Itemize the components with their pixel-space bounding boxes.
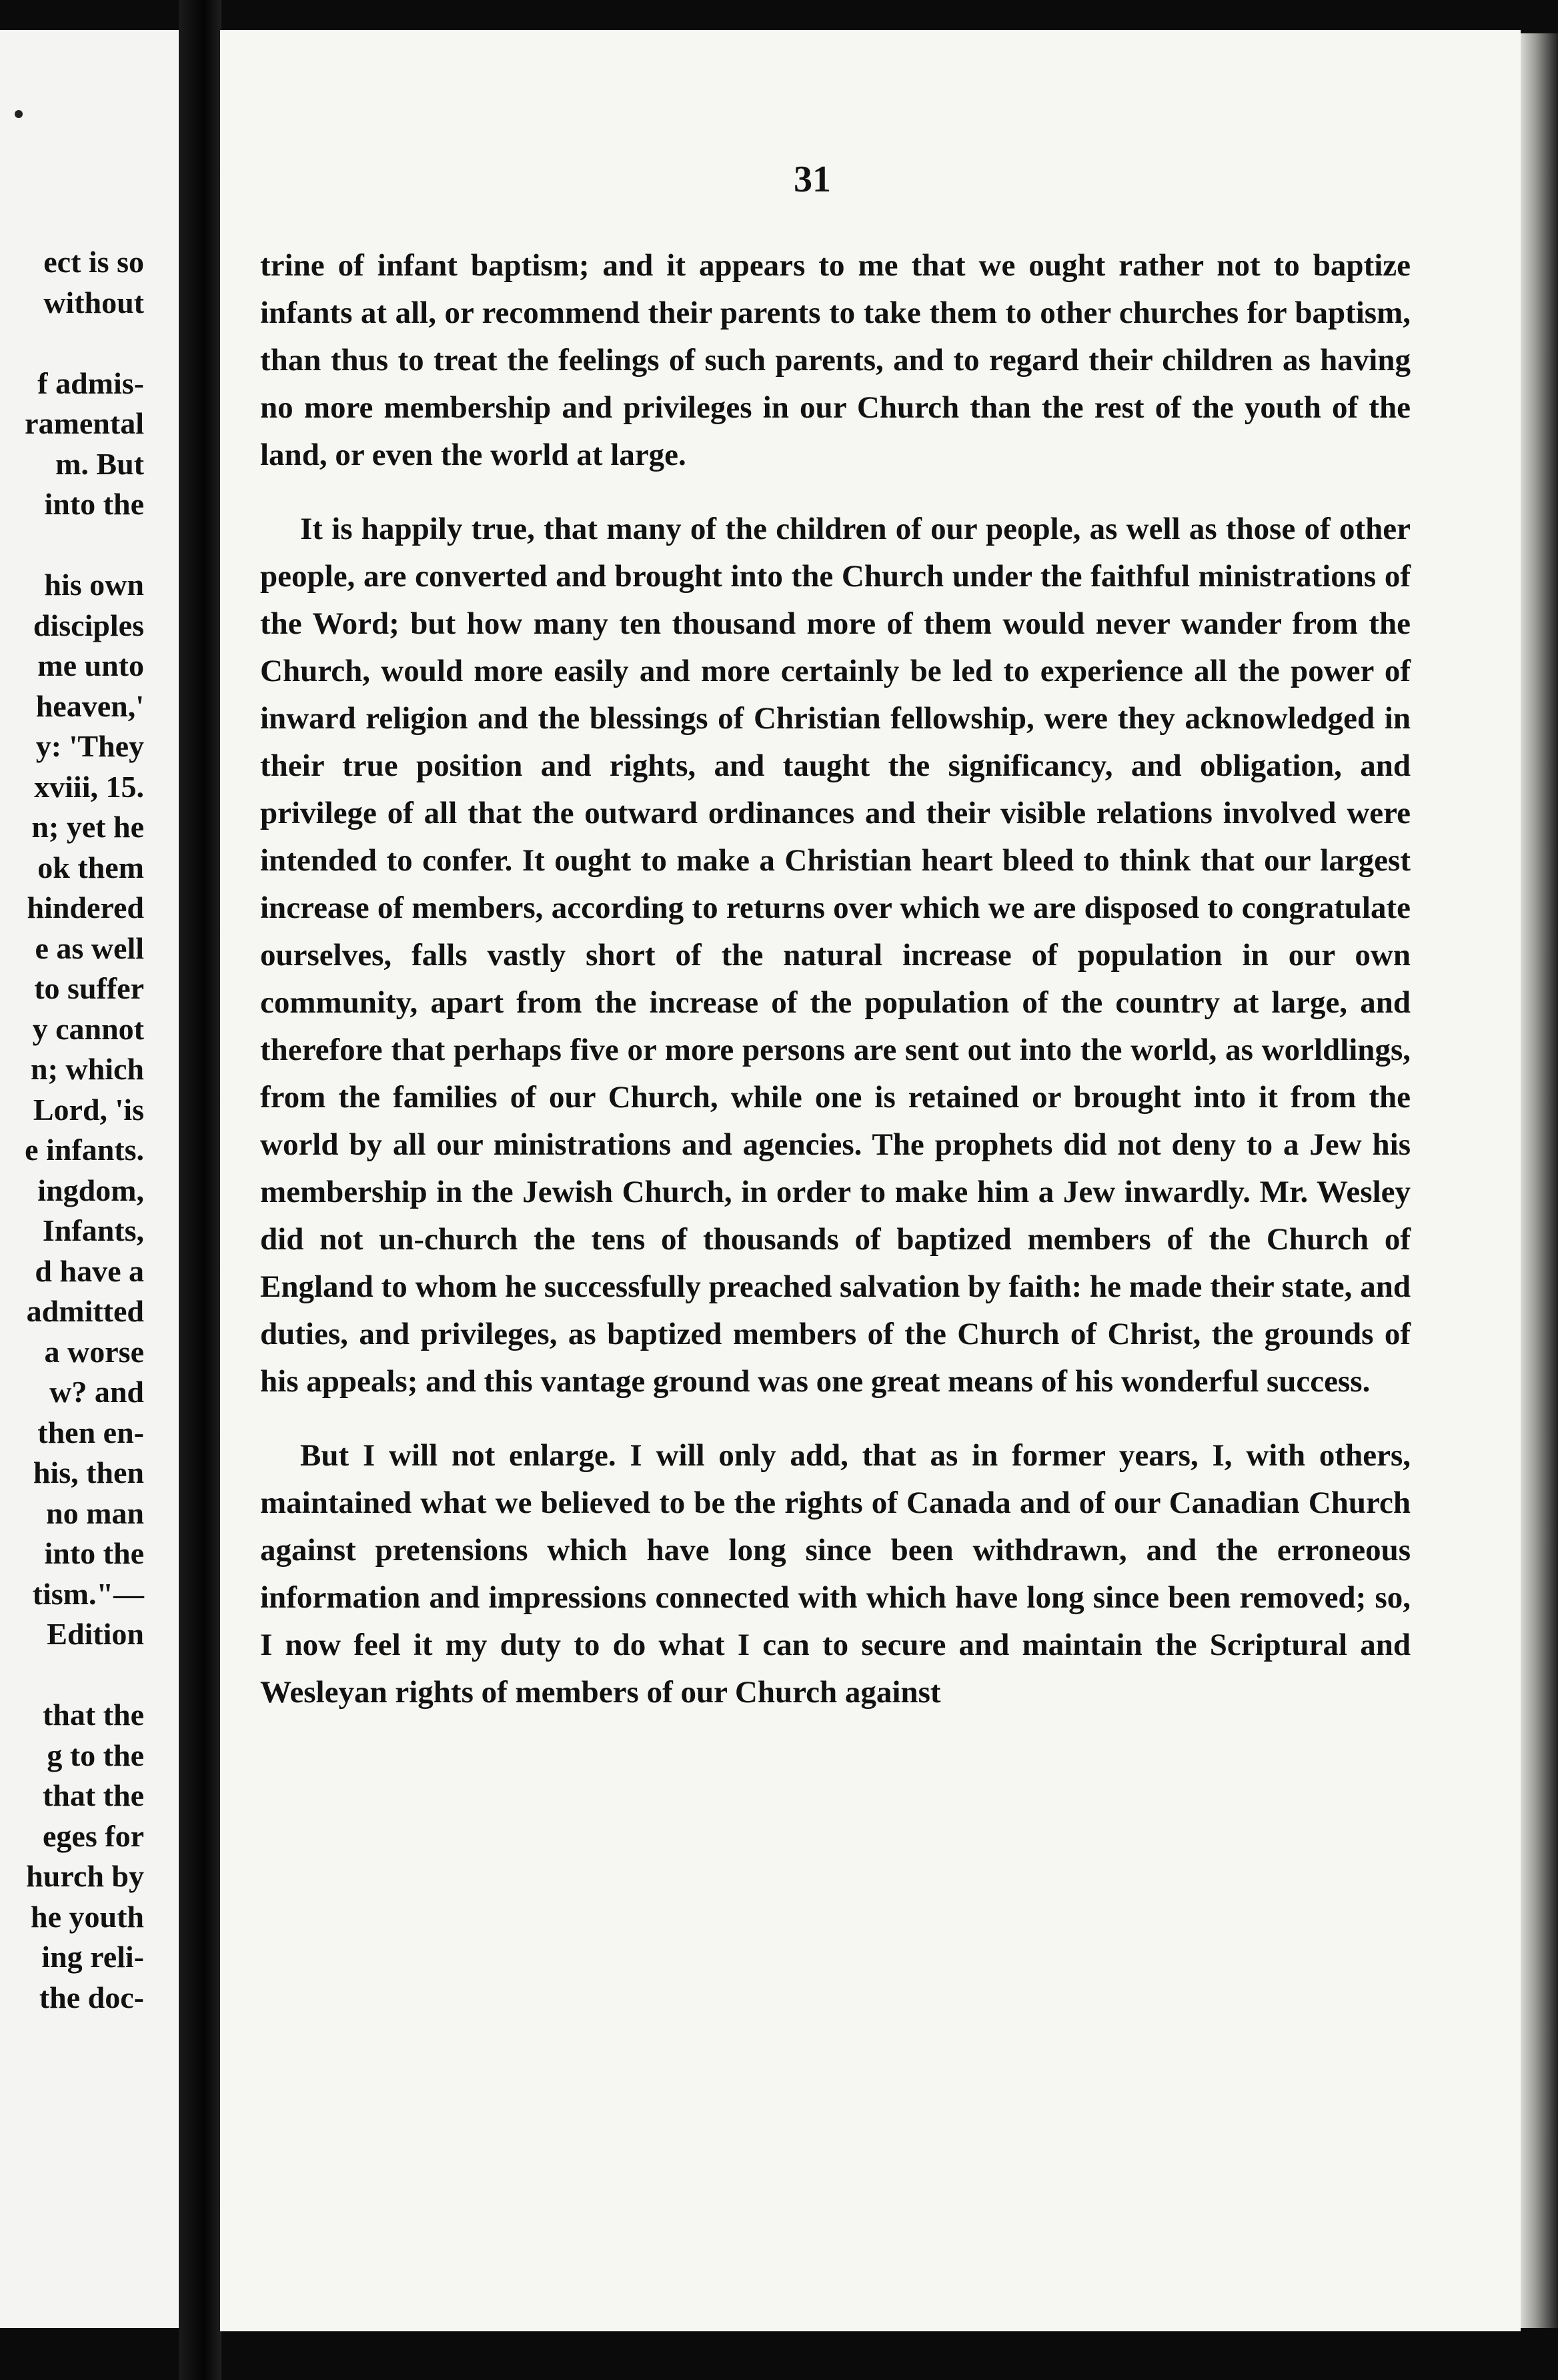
fragment-line: y cannot bbox=[32, 1011, 144, 1046]
fragment-line: xviii, 15. bbox=[34, 769, 144, 804]
fragment-line: without bbox=[43, 285, 144, 320]
fragment-line: g to the bbox=[47, 1738, 144, 1772]
fragment-line: Infants, bbox=[42, 1213, 144, 1247]
fragment-line: disciples bbox=[33, 608, 144, 642]
fragment-line: m. But bbox=[55, 446, 144, 481]
fragment-line: heaven,' bbox=[35, 688, 144, 723]
fragment-line: ing reli- bbox=[41, 1940, 144, 1974]
fragment-line: e infants. bbox=[25, 1133, 144, 1167]
fragment-line: w? and bbox=[49, 1375, 144, 1409]
fragment-line: no man bbox=[46, 1496, 144, 1530]
fragment-line: ingdom, bbox=[37, 1173, 144, 1207]
fragment-line: me unto bbox=[37, 648, 144, 682]
fragment-line bbox=[25, 525, 144, 566]
paragraph: But I will not enlarge. I will only add, that as in former years, I, with others, maintained what we believed to be the rights of Canada and of our Canadian Church against pretensions which have long since been withdrawn, and the erroneous information and impressions connected with which have long since been removed; so, I now feel it my duty to do what I can to secure and maintain the Scriptural and Wesleyan rights of members of our Church against bbox=[260, 1438, 1411, 1710]
fragment-line: admitted bbox=[26, 1294, 144, 1328]
fragment-line: his own bbox=[44, 568, 144, 602]
fragment-line: into the bbox=[44, 487, 144, 521]
fragment-line bbox=[25, 323, 144, 364]
fragment-line: e as well bbox=[35, 931, 144, 965]
fragment-line: he youth bbox=[31, 1899, 144, 1934]
previous-page-text-column bbox=[25, 242, 144, 2018]
paragraph: It is happily true, that many of the children of our people, as well as those of other people, are converted and brought into the Church under the faithful ministrations of the Word; but how many ten thousand more of them would never wander from the Church, would more easily and more certainly be led to experience all the power of inward religion and the blessings of Christian fellowship, were they acknowledged in their true position and rights, and taught the significancy, and obligation, and privilege of all that the outward ordinances and their visible relations involved were intended to confer. It ought to make a Christian heart bleed to think that our largest increase of members, according to returns over which we are disposed to congratulate ourselves, falls vastly short of the natural increase of population in our own community, apart from the increase of the population of the country at large, and therefore that perhaps five or more persons are sent out into the world, as worldlings, from the families of our Church, while one is retained or brought into it from the world by all our ministrations and agencies. The prophets did not deny to a Jew his membership in the Jewish Church, in order to make him a Jew inwardly. Mr. Wesley did not un-church the tens of thousands of baptized members of the Church of England to whom he successfully preached salvation by faith: he made their state, and duties, and privileges, as baptized members of the Church of Christ, the grounds of his appeals; and this vantage ground was one great means of his wonderful success. bbox=[260, 512, 1411, 1399]
fragment-line: his, then bbox=[33, 1455, 144, 1490]
fragment-line: hurch by bbox=[26, 1859, 144, 1893]
fragment-line: ok them bbox=[37, 850, 144, 884]
fragment-line: then en- bbox=[37, 1415, 144, 1449]
body-text bbox=[260, 242, 1411, 1743]
fragment-line: hindered bbox=[27, 890, 144, 925]
fragment-line: y: 'They bbox=[35, 729, 144, 763]
page-edge-shadow bbox=[1521, 33, 1558, 2328]
fragment-line: n; yet he bbox=[31, 810, 144, 844]
fragment-line: the doc- bbox=[39, 1980, 144, 2014]
ink-dot bbox=[15, 110, 23, 118]
paragraph: trine of infant baptism; and it appears to me that we ought rather not to baptize infants at all, or recommend their parents to take them to other churches for baptism, than thus to treat the feelings of such parents, and to regard their children as having no more membership and privileges in our Church than the rest of the youth of the land, or even the world at large. bbox=[260, 248, 1411, 472]
fragment-line: eges for bbox=[43, 1818, 144, 1853]
fragment-line: n; which bbox=[31, 1052, 144, 1086]
fragment-line: that the bbox=[42, 1778, 144, 1812]
fragment-line: a worse bbox=[44, 1334, 144, 1369]
fragment-line bbox=[25, 1655, 144, 1696]
fragment-line: Edition bbox=[47, 1617, 144, 1651]
fragment-line: to suffer bbox=[34, 971, 144, 1005]
previous-page-fragment bbox=[0, 30, 179, 2328]
fragment-line: that the bbox=[42, 1698, 144, 1732]
main-page bbox=[220, 30, 1521, 2331]
page-number: 31 bbox=[794, 159, 831, 200]
fragment-line: Lord, 'is bbox=[33, 1092, 144, 1127]
book-gutter bbox=[179, 0, 221, 2380]
fragment-line: tism."— bbox=[32, 1576, 144, 1611]
fragment-line: d have a bbox=[35, 1253, 144, 1288]
fragment-line: ect is so bbox=[43, 245, 144, 279]
fragment-line: into the bbox=[44, 1536, 144, 1570]
fragment-line: ramental bbox=[25, 406, 144, 440]
fragment-line: f admis- bbox=[37, 366, 144, 400]
